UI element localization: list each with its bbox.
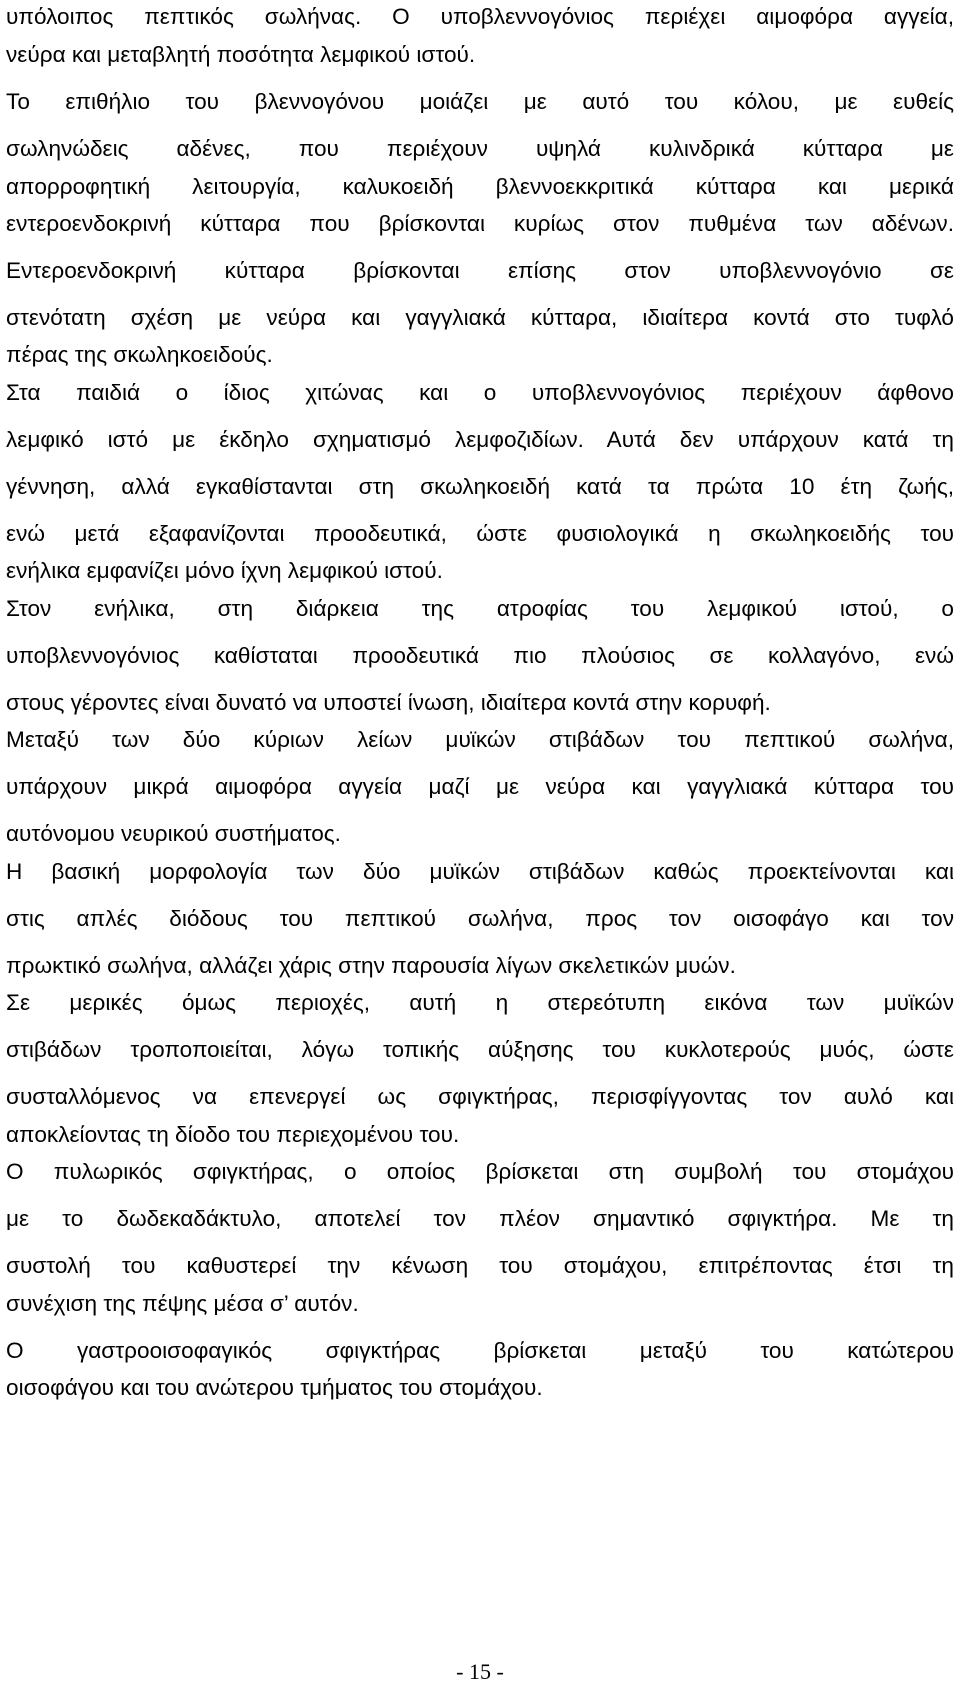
text-line: στενότατη σχέση με νεύρα και γαγγλιακά κύτταρα, ιδιαίτερα κοντά στο τυφλό: [6, 305, 954, 330]
text-line: Σε μερικές όμως περιοχές, αυτή η στερεότυπη εικόνα των μυϊκών: [6, 990, 954, 1015]
text-line: στους γέροντες είναι δυνατό να υποστεί ίνωση, ιδιαίτερα κοντά στην κορυφή.: [6, 690, 771, 715]
text-line: ενήλικα εμφανίζει μόνο ίχνη λεμφικού ιστού.: [6, 558, 443, 583]
text-line: Ο πυλωρικός σφιγκτήρας, ο οποίος βρίσκεται στη συμβολή του στομάχου: [6, 1159, 954, 1184]
page-number: - 15 -: [456, 1659, 504, 1684]
text-line: αποκλείοντας τη δίοδο του περιεχομένου του.: [6, 1122, 460, 1147]
text-line: ενώ μετά εξαφανίζονται προοδευτικά, ώστε φυσιολογικά η σκωληκοειδής του: [6, 521, 954, 546]
text-line: εντεροενδοκρινή κύτταρα που βρίσκονται κυρίως στον πυθμένα των αδένων.: [6, 211, 954, 236]
text-line: συστολή του καθυστερεί την κένωση του στομάχου, επιτρέποντας έτσι τη: [6, 1253, 954, 1278]
text-line: Εντεροενδοκρινή κύτταρα βρίσκονται επίσης στον υποβλεννογόνιο σε: [6, 258, 954, 283]
text-line: στις απλές διόδους του πεπτικού σωλήνα, προς τον οισοφάγο και τον: [6, 906, 954, 931]
text-line: πρωκτικό σωλήνα, αλλάζει χάρις στην παρουσία λίγων σκελετικών μυών.: [6, 953, 736, 978]
text-line: οισοφάγου και του ανώτερου τμήματος του στομάχου.: [6, 1375, 543, 1400]
text-line: Στον ενήλικα, στη διάρκεια της ατροφίας του λεμφικού ιστού, ο: [6, 596, 954, 621]
text-line: λεμφικό ιστό με έκδηλο σχηματισμό λεμφοζιδίων. Αυτά δεν υπάρχουν κατά τη: [6, 427, 954, 452]
text-line: Μεταξύ των δύο κύριων λείων μυϊκών στιβάδων του πεπτικού σωλήνα,: [6, 727, 954, 752]
text-line: Το επιθήλιο του βλεννογόνου μοιάζει με αυτό του κόλου, με ευθείς: [6, 89, 954, 114]
text-line: συσταλλόμενος να επενεργεί ως σφιγκτήρας, περισφίγγοντας τον αυλό και: [6, 1084, 954, 1109]
text-line: υπάρχουν μικρά αιμοφόρα αγγεία μαζί με νεύρα και γαγγλιακά κύτταρα του: [6, 774, 954, 799]
text-line: υποβλεννογόνιος καθίσταται προοδευτικά πιο πλούσιος σε κολλαγόνο, ενώ: [6, 643, 954, 668]
text-line: στιβάδων τροποποιείται, λόγω τοπικής αύξησης του κυκλοτερούς μυός, ώστε: [6, 1037, 954, 1062]
text-line: πέρας της σκωληκοειδούς.: [6, 342, 273, 367]
text-line: υπόλοιπος πεπτικός σωλήνας. Ο υποβλεννογόνιος περιέχει αιμοφόρα αγγεία,: [6, 4, 954, 29]
text-line: αυτόνομου νευρικού συστήματος.: [6, 821, 341, 846]
text-line: Η βασική μορφολογία των δύο μυϊκών στιβάδων καθώς προεκτείνονται και: [6, 859, 954, 884]
text-line: νεύρα και μεταβλητή ποσότητα λεμφικού ιστού.: [6, 42, 476, 67]
text-line: Στα παιδιά ο ίδιος χιτώνας και ο υποβλεννογόνιος περιέχουν άφθονο: [6, 380, 954, 405]
text-line: απορροφητική λειτουργία, καλυκοειδή βλεννοεκκριτικά κύτταρα και μερικά: [6, 174, 954, 199]
text-line: Ο γαστροοισοφαγικός σφιγκτήρας βρίσκεται μεταξύ του κατώτερου: [6, 1338, 954, 1363]
text-line: γέννηση, αλλά εγκαθίστανται στη σκωληκοειδή κατά τα πρώτα 10 έτη ζωής,: [6, 474, 954, 499]
text-line: συνέχιση της πέψης μέσα σ’ αυτόν.: [6, 1291, 359, 1316]
text-line: με το δωδεκαδάκτυλο, αποτελεί τον πλέον σημαντικό σφιγκτήρα. Με τη: [6, 1206, 954, 1231]
text-line: σωληνώδεις αδένες, που περιέχουν υψηλά κυλινδρικά κύτταρα με: [6, 136, 954, 161]
